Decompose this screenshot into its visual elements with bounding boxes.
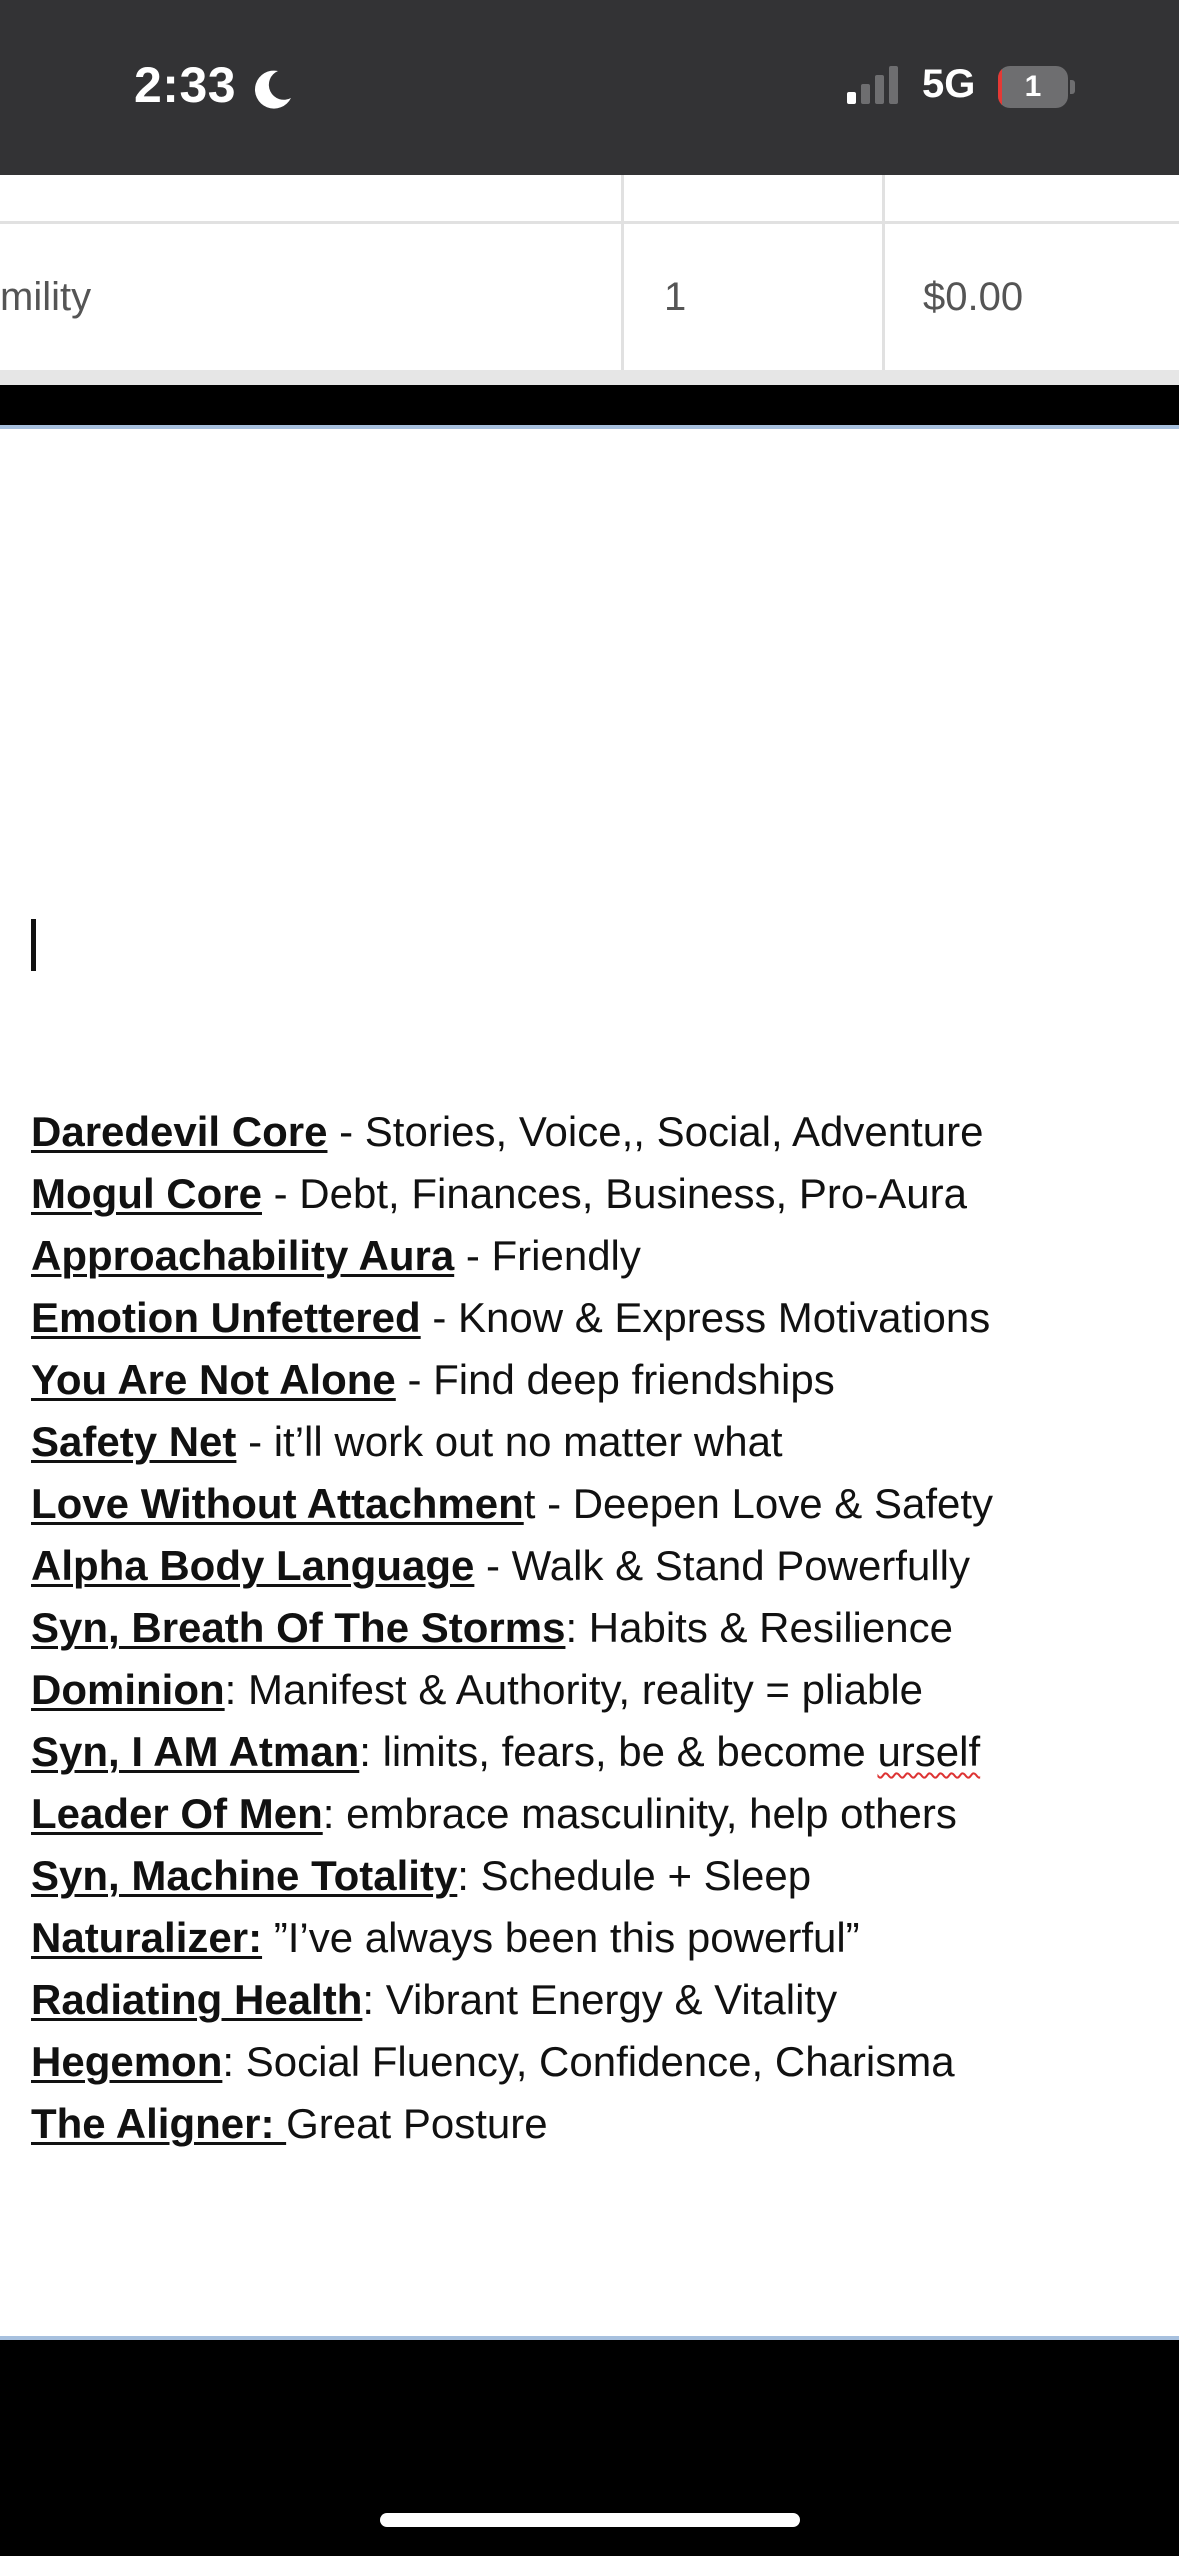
document-text-list[interactable]: [31, 1101, 1171, 2155]
battery-icon: [998, 66, 1076, 108]
document-line: [31, 1597, 1171, 1659]
document-line: [31, 1101, 1171, 1163]
table-price-text: $0.00: [923, 275, 1024, 319]
line-description: : Habits & Resilience: [565, 1604, 953, 1651]
line-heading: Emotion Unfettered: [31, 1294, 421, 1341]
line-description: : Schedule + Sleep: [457, 1852, 812, 1899]
document-line: [31, 1473, 1171, 1535]
line-description: : Vibrant Energy & Vitality: [362, 1976, 838, 2023]
document-line: [31, 1659, 1171, 1721]
document-line: [31, 2093, 1171, 2155]
line-heading: You Are Not Alone: [31, 1356, 396, 1403]
battery-level-text: 1: [1024, 70, 1042, 103]
line-description: - Know & Express Motivations: [420, 1294, 991, 1341]
order-table: [0, 175, 1179, 385]
document-line: [31, 1783, 1171, 1845]
table-cell-price: [885, 224, 1179, 370]
document-line: [31, 1411, 1171, 1473]
document-line: [31, 1969, 1171, 2031]
line-description: ”I’ve always been this powerful”: [262, 1914, 860, 1961]
line-heading: Alpha Body Language: [31, 1542, 475, 1589]
text-cursor: [31, 919, 36, 971]
document-line: [31, 1349, 1171, 1411]
document-line: [31, 1225, 1171, 1287]
line-description: : limits, fears, be & become: [359, 1728, 878, 1775]
line-description: - it’ll work out no matter what: [236, 1418, 783, 1465]
line-description: - Walk & Stand Powerfully: [474, 1542, 970, 1589]
line-heading: Daredevil Core: [31, 1108, 328, 1155]
document-line: [31, 1287, 1171, 1349]
line-heading: Dominion: [31, 1666, 225, 1713]
status-bar: [0, 0, 1179, 175]
line-description: - Debt, Finances, Business, Pro-Aura: [261, 1170, 967, 1217]
table-cell-item: [0, 224, 621, 370]
table-cell-empty: [885, 175, 1179, 221]
home-indicator[interactable]: [380, 2513, 800, 2527]
line-heading: The Aligner:: [31, 2100, 287, 2147]
table-qty-text: 1: [664, 275, 687, 319]
document-line: [31, 1535, 1171, 1597]
status-time: 2:33: [134, 57, 237, 113]
line-heading: Safety Net: [31, 1418, 237, 1465]
line-heading: Naturalizer:: [31, 1914, 263, 1961]
document-page[interactable]: [0, 425, 1179, 2340]
document-line: [31, 1721, 1171, 1783]
line-heading: Love Without Attachmen: [31, 1480, 524, 1527]
line-description: Great Posture: [286, 2100, 548, 2147]
do-not-disturb-moon-icon: [252, 68, 294, 110]
document-line: [31, 1845, 1171, 1907]
line-heading: Syn, Machine Totality: [31, 1852, 458, 1899]
document-line: [31, 2031, 1171, 2093]
cellular-signal-icon: [845, 64, 901, 106]
line-heading: Syn, I AM Atman: [31, 1728, 360, 1775]
document-line: [31, 1163, 1171, 1225]
line-heading: Hegemon: [31, 2038, 223, 2085]
line-description: - Friendly: [454, 1232, 641, 1279]
spellcheck-flagged-word[interactable]: urself: [877, 1728, 981, 1775]
line-heading: Mogul Core: [31, 1170, 262, 1217]
table-cell-qty: [624, 224, 882, 370]
line-description: : embrace masculinity, help others: [322, 1790, 957, 1837]
line-heading: Syn, Breath Of The Storms: [31, 1604, 566, 1651]
line-heading: Radiating Health: [31, 1976, 363, 2023]
table-item-text: mility: [0, 275, 92, 319]
document-line: [31, 1907, 1171, 1969]
line-heading: Leader Of Men: [31, 1790, 323, 1837]
table-cell-empty: [0, 175, 621, 221]
network-type: 5G: [922, 62, 976, 106]
line-heading: Approachability Aura: [31, 1232, 455, 1279]
line-description: - Stories, Voice,, Social, Adventure: [327, 1108, 984, 1155]
line-description: - Find deep friendships: [395, 1356, 835, 1403]
line-description: : Manifest & Authority, reality = pliable: [224, 1666, 924, 1713]
table-cell-empty: [624, 175, 882, 221]
separator-band: [0, 385, 1179, 425]
line-description: : Social Fluency, Confidence, Charisma: [222, 2038, 955, 2085]
line-description: t - Deepen Love & Safety: [523, 1480, 994, 1527]
